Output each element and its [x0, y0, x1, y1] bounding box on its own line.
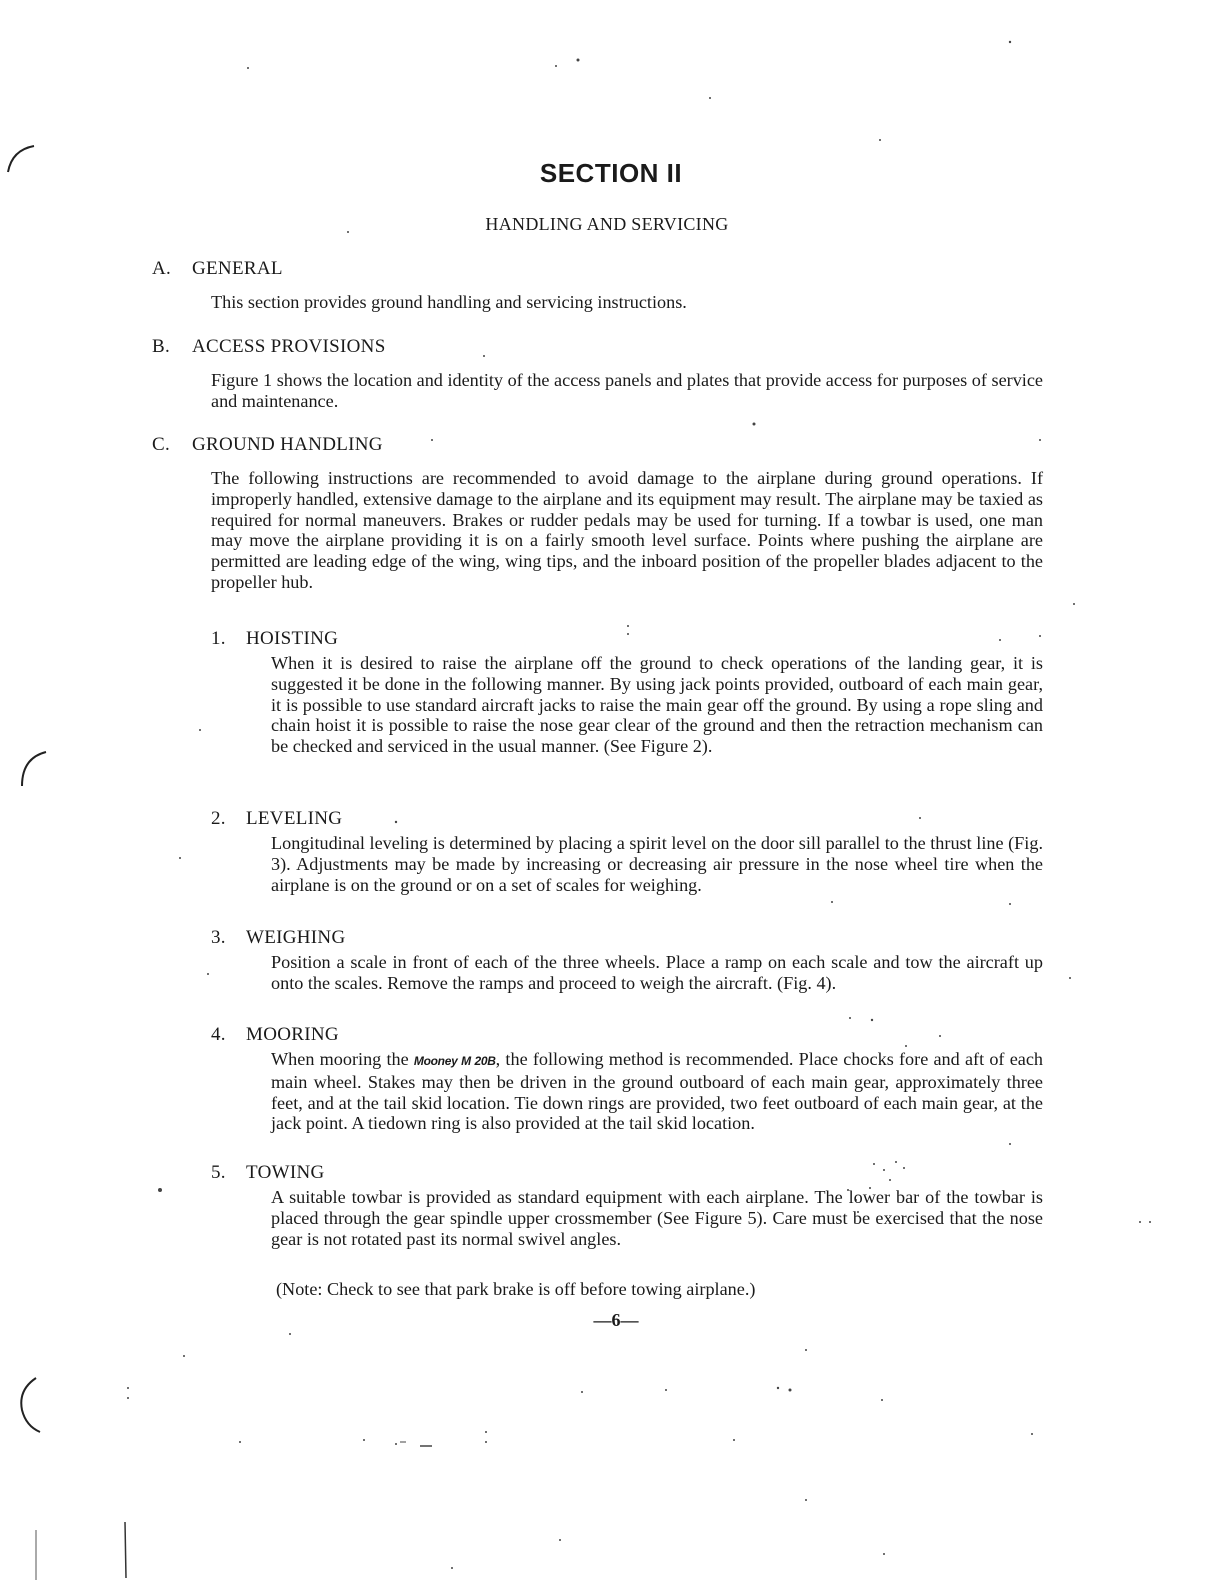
ground-handling-text: The following instructions are recommended to avoid damage to the airplane during ground operations. If improperly handled, extensive damage to the airplane and its equipment may result. The airplane may be taxied as required for normal maneuvers. Brakes or rudder pedals may be used for turning. If a towbar is used, one man may move the airplane providing it is on a fairly smooth level surface. Points where pushing the airplane are permitted are leading edge of the wing, wing tips, and the inboard position of the propeller blades adjacent to the propeller hub.: [211, 468, 1043, 592]
binder-hole-mark-middle: [22, 752, 46, 786]
general-text: This section provides ground handling and servicing instructions.: [211, 292, 687, 312]
hoisting-text: When it is desired to raise the airplane off the ground to check operations of the landing gear, it is suggested it be done in the following manner. By using jack points provided, outboard of each main gear, it is possible to use standard aircraft jacks to raise the main gear off the ground. By using a rope sling and chain hoist it is possible to raise the nose gear clear of the ground and then the retraction mechanism can be checked and serviced in the usual manner. (See Figure 2).: [271, 653, 1043, 757]
heading-weighing: [211, 927, 345, 949]
binder-hole-mark-bottom: [21, 1378, 40, 1432]
heading-mooring: [211, 1024, 339, 1046]
heading-number: 5.: [211, 1162, 226, 1183]
heading-label: HOISTING: [246, 628, 339, 649]
leveling-text: Longitudinal leveling is determined by placing a spirit level on the door sill parallel to the thrust line (Fig. 3). Adjustments may be made by increasing or decreasing air pressure in the nose wheel tire when the airplane is on the ground or on a set of scales for weighing.: [271, 833, 1043, 895]
heading-ground-handling: [152, 434, 383, 456]
heading-label: WEIGHING: [246, 927, 346, 948]
section-subtitle: HANDLING AND SERVICING: [485, 214, 729, 234]
heading-label: LEVELING: [246, 808, 343, 829]
page-number: —6—: [593, 1310, 639, 1330]
towing-note: (Note: Check to see that park brake is off before towing airplane.): [276, 1279, 756, 1299]
mooring-text-after: , the following method is recommended. Place chocks fore and aft of each main wheel. Stakes may then be driven in the ground outboard of each main gear, approximately three feet, and at the tail skid location. Tie down rings are provided, two feet outboard of each main gear, at the jack point. A tiedown ring is also provided at the tail skid location.: [271, 1049, 1044, 1134]
heading-towing: [211, 1162, 325, 1184]
heading-label: ACCESS PROVISIONS: [192, 336, 386, 357]
heading-general: [152, 258, 283, 280]
heading-number: 2.: [211, 808, 226, 829]
heading-label: TOWING: [246, 1162, 325, 1183]
heading-number: 1.: [211, 628, 226, 649]
section-title: SECTION II: [539, 158, 683, 188]
weighing-text: Position a scale in front of each of the three wheels. Place a ramp on each scale and tow the aircraft up onto the scales. Remove the ramps and proceed to weigh the aircraft. (Fig. 4).: [271, 952, 1043, 993]
heading-label: GENERAL: [192, 258, 283, 279]
heading-label: GROUND HANDLING: [192, 434, 383, 455]
access-text: Figure 1 shows the location and identity of the access panels and plates that provide access for purposes of service and maintenance.: [211, 370, 1043, 411]
mooring-text: [271, 1049, 1043, 1134]
edge-mark: [125, 1522, 126, 1578]
heading-access-provisions: [152, 336, 386, 358]
heading-hoisting: [211, 628, 338, 650]
heading-leveling: [211, 808, 342, 830]
heading-label: MOORING: [246, 1024, 339, 1045]
heading-letter: B.: [152, 336, 171, 357]
heading-letter: C.: [152, 434, 171, 455]
mooring-text-before: When mooring the: [271, 1049, 414, 1069]
heading-letter: A.: [152, 258, 172, 279]
aircraft-model: Mooney M 20B: [413, 1054, 496, 1068]
towing-text: A suitable towbar is provided as standard equipment with each airplane. The lower bar of the towbar is placed through the gear spindle upper crossmember (See Figure 5). Care must be exercised that the nose gear is not rotated past its normal swivel angles.: [271, 1187, 1043, 1249]
heading-number: 3.: [211, 927, 226, 948]
heading-number: 4.: [211, 1024, 226, 1045]
